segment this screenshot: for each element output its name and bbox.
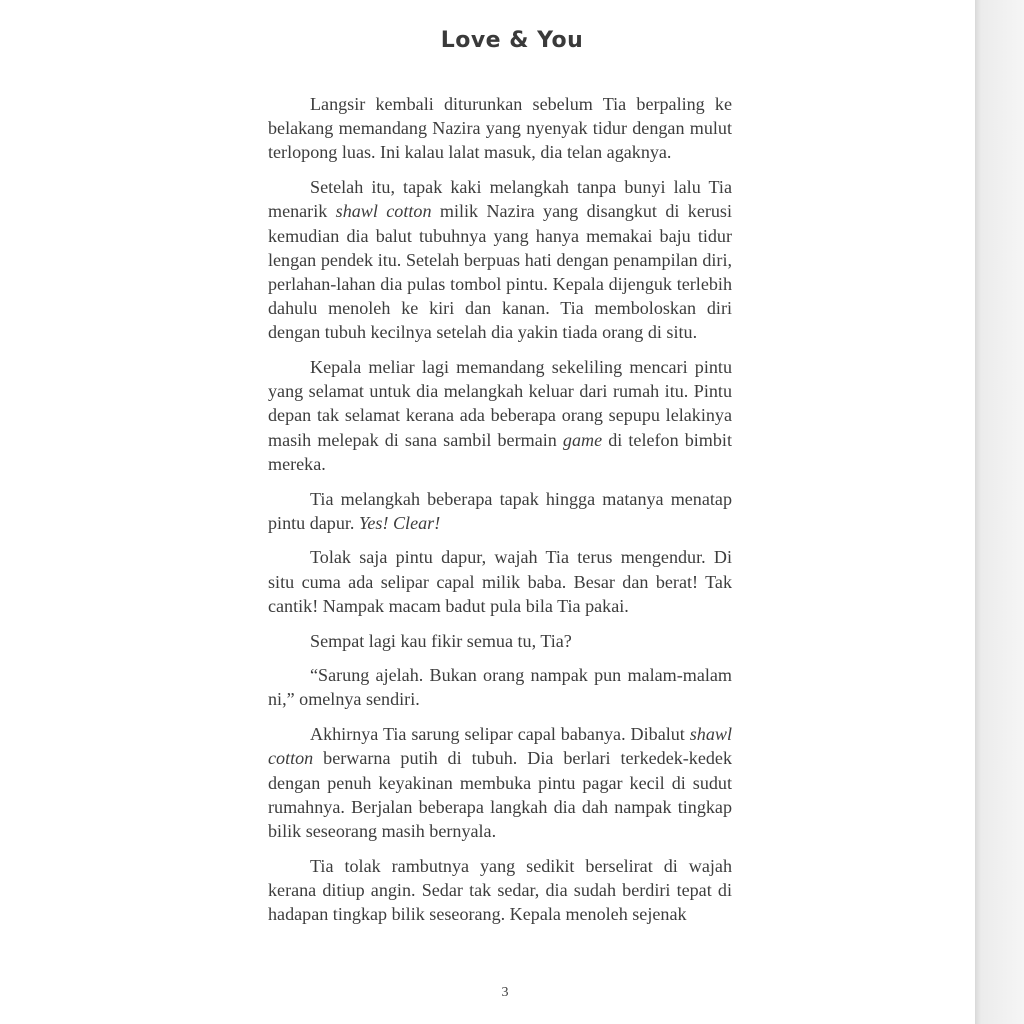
paragraph — [268, 663, 732, 711]
italic-run: Yes! Clear! — [358, 512, 441, 533]
page-edge-shadow — [975, 0, 1024, 1024]
italic-run: game — [562, 429, 603, 450]
text-run: berwarna putih di tubuh. Dia berlari terkedek-kedek dengan penuh keyakinan membuka pintu pagar kecil di sudut rumahnya. Berjalan beberapa langkah dia dah nampak tingkap bilik seseorang masih bernyala. — [268, 748, 732, 841]
paragraph — [268, 487, 732, 535]
paragraph — [268, 545, 732, 618]
italic-run: shawl cotton — [335, 201, 432, 222]
paragraph — [268, 175, 732, 344]
paragraph — [268, 629, 732, 653]
italic-run: shawl cotton — [268, 724, 732, 769]
text-run: Tia tolak rambutnya yang sedikit berselirat di wajah kerana ditiup angin. Sedar tak sedar, dia sudah berdiri tepat di hadapan tingkap bilik seseorang. Kepala menoleh sejenak — [268, 855, 732, 925]
text-run: Setelah itu, tapak kaki melangkah tanpa bunyi lalu Tia menarik — [268, 177, 732, 222]
text-run: Tia melangkah beberapa tapak hingga matanya menatap pintu dapur. — [268, 488, 732, 533]
text-run: “Sarung ajelah. Bukan orang nampak pun malam-malam ni,” omelnya sendiri. — [268, 665, 732, 710]
text-run: Langsir kembali diturunkan sebelum Tia berpaling ke belakang memandang Nazira yang nyenyak tidur dengan mulut terlopong luas. Ini kalau lalat masuk, dia telan agaknya. — [268, 94, 732, 163]
text-run: Akhirnya Tia sarung selipar capal babanya. Dibalut — [310, 724, 690, 745]
page-number: 3 — [501, 985, 509, 1000]
paragraph — [268, 355, 732, 476]
text-run: Kepala meliar lagi memandang sekeliling mencari pintu yang selamat untuk dia melangkah keluar dari rumah itu. Pintu depan tak selamat kerana ada beberapa orang sepupu lelakinya masih melepak di sana sambil bermain — [268, 357, 732, 450]
text-run: Tolak saja pintu dapur, wajah Tia terus mengendur. Di situ cuma ada selipar capal milik baba. Besar dan berat! Tak cantik! Nampak macam badut pula bila Tia pakai. — [268, 547, 732, 616]
text-run: di telefon bimbit mereka. — [268, 429, 732, 474]
running-head: Love & You — [440, 28, 584, 53]
text-run: milik Nazira yang disangkut di kerusi kemudian dia balut tubuhnya yang hanya memakai baju tidur lengan pendek itu. Setelah berpuas hati dengan penampilan diri, perlahan-lahan dia pulas tombol pintu. Kepala dijenguk terlebih dahulu menoleh ke kiri dan kanan. Tia memboloskan diri dengan tubuh kecilnya setelah dia yakin tiada orang di situ. — [268, 201, 733, 343]
body-text — [268, 92, 732, 937]
text-run: Sempat lagi kau fikir semua tu, Tia? — [310, 630, 572, 651]
paragraph — [268, 854, 732, 927]
paragraph — [268, 92, 732, 165]
paragraph — [268, 722, 732, 843]
